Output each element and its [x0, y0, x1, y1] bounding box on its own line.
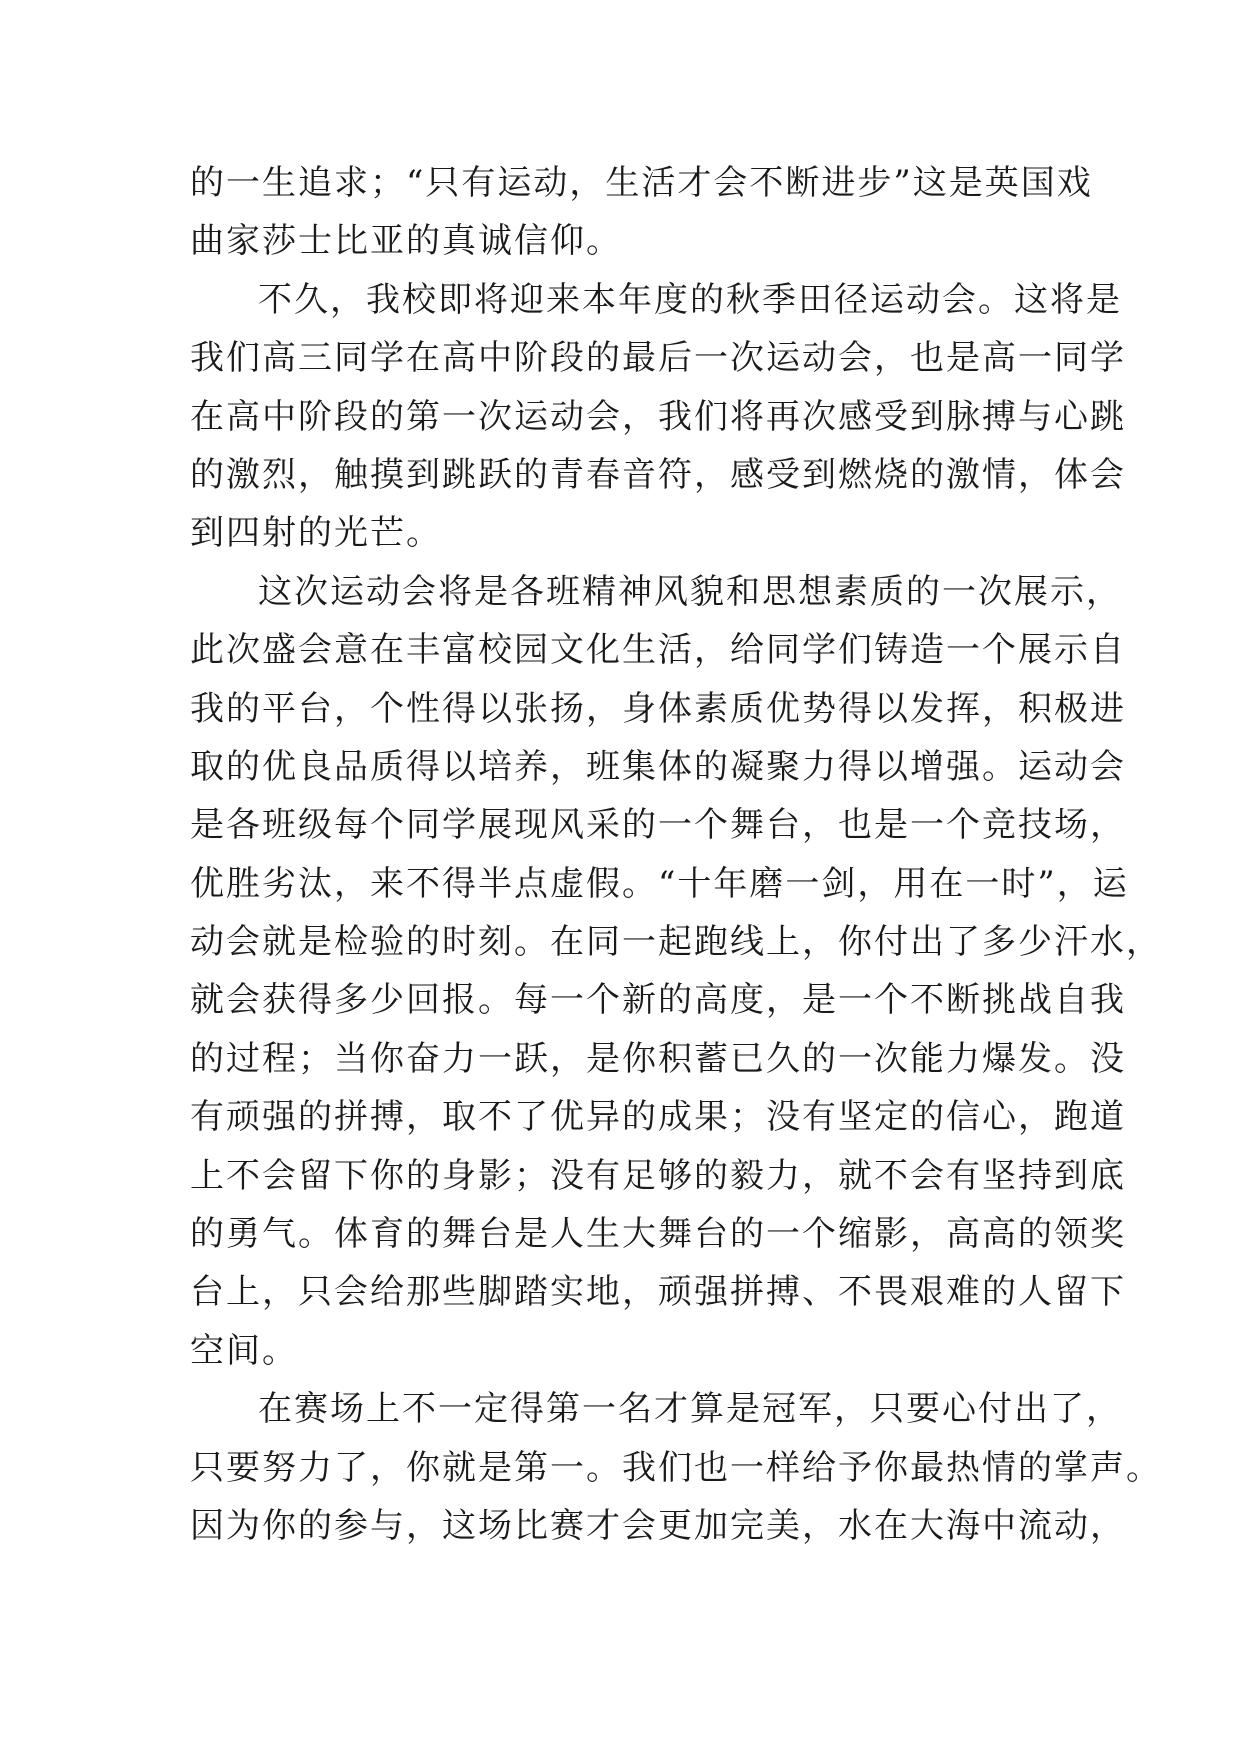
text-line: 上不会留下你的身影；没有足够的毅力，就不会有坚持到底 — [190, 1155, 1126, 1196]
text-line: 动会就是检验的时刻。在同一起跑线上，你付出了多少汗水， — [190, 922, 1162, 963]
text-line: 此次盛会意在丰富校园文化生活，给同学们铸造一个展示自 — [190, 630, 1126, 671]
text-line: 我的平台，个性得以张扬，身体素质优势得以发挥，积极进 — [190, 688, 1126, 729]
text-line: 只要努力了，你就是第一。我们也一样给予你最热情的掌声。 — [190, 1447, 1162, 1488]
text-line: 在高中阶段的第一次运动会，我们将再次感受到脉搏与心跳 — [190, 396, 1126, 437]
text-line: 的过程；当你奋力一跃，是你积蓄已久的一次能力爆发。没 — [190, 1038, 1126, 1079]
paragraph-first-line: 不久，我校即将迎来本年度的秋季田径运动会。这将是 — [258, 279, 1122, 320]
text-line: 台上，只会给那些脚踏实地，顽强拼搏、不畏艰难的人留下 — [190, 1272, 1126, 1313]
paragraph-first-line: 在赛场上不一定得第一名才算是冠军，只要心付出了， — [258, 1389, 1122, 1430]
text-line: 到四射的光芒。 — [190, 513, 442, 554]
paragraph-first-line: 这次运动会将是各班精神风貌和思想素质的一次展示， — [258, 571, 1122, 612]
text-line: 的勇气。体育的舞台是人生大舞台的一个缩影，高高的领奖 — [190, 1214, 1126, 1255]
text-line: 就会获得多少回报。每一个新的高度，是一个不断挑战自我 — [190, 980, 1126, 1021]
text-line: 有顽强的拼搏，取不了优异的成果；没有坚定的信心，跑道 — [190, 1097, 1126, 1138]
body-text — [190, 154, 1162, 1555]
text-line: 因为你的参与，这场比赛才会更加完美，水在大海中流动， — [190, 1505, 1126, 1546]
text-line: 空间。 — [190, 1330, 298, 1371]
text-line: 是各班级每个同学展现风采的一个舞台，也是一个竞技场， — [190, 805, 1126, 846]
text-line: 优胜劣汰，来不得半点虚假。“十年磨一剑，用在一时”，运 — [190, 863, 1129, 904]
text-line: 曲家莎士比亚的真诚信仰。 — [190, 221, 622, 262]
text-line: 取的优良品质得以培养，班集体的凝聚力得以增强。运动会 — [190, 746, 1126, 787]
text-line: 的激烈，触摸到跳跃的青春音符，感受到燃烧的激情，体会 — [190, 454, 1126, 495]
text-line: 的一生追求；“只有运动，生活才会不断进步”这是英国戏 — [190, 163, 1093, 203]
text-line: 我们高三同学在高中阶段的最后一次运动会，也是高一同学 — [190, 338, 1126, 379]
